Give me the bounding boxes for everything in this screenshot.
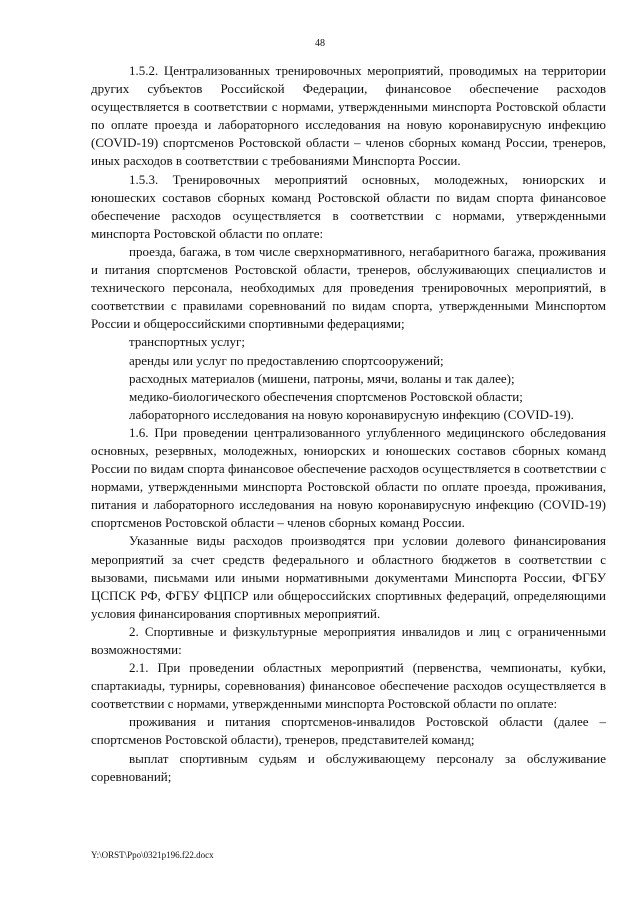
list-item-rental: аренды или услуг по предоставлению спортсооружений; [129, 352, 444, 368]
list-item-travel-baggage: проезда, багажа, в том числе сверхнормативного, негабаритного багажа, проживания и питания спортсменов Ростовской области, тренеров, обслуживающих специалистов и технического персонала, необходимых для проведения тренировочных мероприятий, в соответствии с правилами соревнований по видам спорта, утвержденными Минспортом России и общероссийскими спортивными федерациями; [91, 243, 606, 332]
paragraph-expense-conditions: Указанные виды расходов производятся при условии долевого финансирования мероприятий за счет средств федерального и областного бюджетов в соответствии с вызовами, письмами или иными нормативными документами Минспорта России, ФГБУ ЦСПСК РФ, ФГБУ ФЦПСР или общероссийских спортивных федераций, определяющими условия финансирования спортивных мероприятий. [91, 533, 606, 621]
paragraph-2-heading: 2. Спортивные и физкультурные мероприятия инвалидов и лиц с ограниченными возможностями: [91, 623, 606, 657]
list-item-lab-testing: лабораторного исследования на новую коронавирусную инфекцию (COVID-19). [129, 406, 574, 422]
paragraph-1-5-2: 1.5.2. Централизованных тренировочных мероприятий, проводимых на территории других субъектов Российской Федерации, финансовое обеспечение расходов осуществляется в соответствии с нормами, утвержденными минспорта Ростовской области по оплате проезда и лабораторного исследования на новую коронавирусную инфекцию (COVID-19) спортсменов Ростовской области – членов сборных команд России, тренеров, иных расходов в соответствии с требованиями Минспорта России. [91, 63, 606, 169]
list-item-consumables: расходных материалов (мишени, патроны, мячи, воланы и так далее); [129, 370, 515, 386]
document-body [91, 62, 606, 786]
list-item-medical: медико-биологического обеспечения спортсменов Ростовской области; [129, 388, 523, 404]
paragraph-2-1: 2.1. При проведении областных мероприятий (первенства, чемпионаты, кубки, спартакиады, турниры, соревнования) финансовое обеспечение расходов осуществляется в соответствии с нормами, утвержденными минспорта Ростовской области по оплате: [91, 660, 606, 712]
list-item-judges-payments: выплат спортивным судьям и обслуживающему персоналу за обслуживание соревнований; [91, 750, 606, 784]
list-item-accommodation: проживания и питания спортсменов-инвалидов Ростовской области (далее – спортсменов Ростовской области), тренеров, представителей команд; [91, 714, 606, 748]
list-item-transport: транспортных услуг; [129, 334, 245, 350]
paragraph-1-6: 1.6. При проведении централизованного углубленного медицинского обследования основных, резервных, молодежных, юниорских и юношеских составов сборных команд России по видам спорта финансовое обеспечение расходов осуществляется в соответствии с нормами, утвержденными минспорта Ростовской области по оплате проезда, проживания, питания и лабораторного исследования на новую коронавирусную инфекцию (COVID-19) спортсменов Ростовской области – членов сборных команд России. [91, 424, 606, 531]
file-path-footer: Y:\ORST\Ppo\0321p196.f22.docx [91, 850, 214, 860]
page-number: 48 [315, 38, 325, 49]
paragraph-1-5-3: 1.5.3. Тренировочных мероприятий основных, молодежных, юниорских и юношеских составов сборных команд Ростовской области по видам спорта финансовое обеспечение расходов осуществляется в соответствии с нормами, утвержденными минспорта Ростовской области по оплате: [91, 171, 606, 241]
